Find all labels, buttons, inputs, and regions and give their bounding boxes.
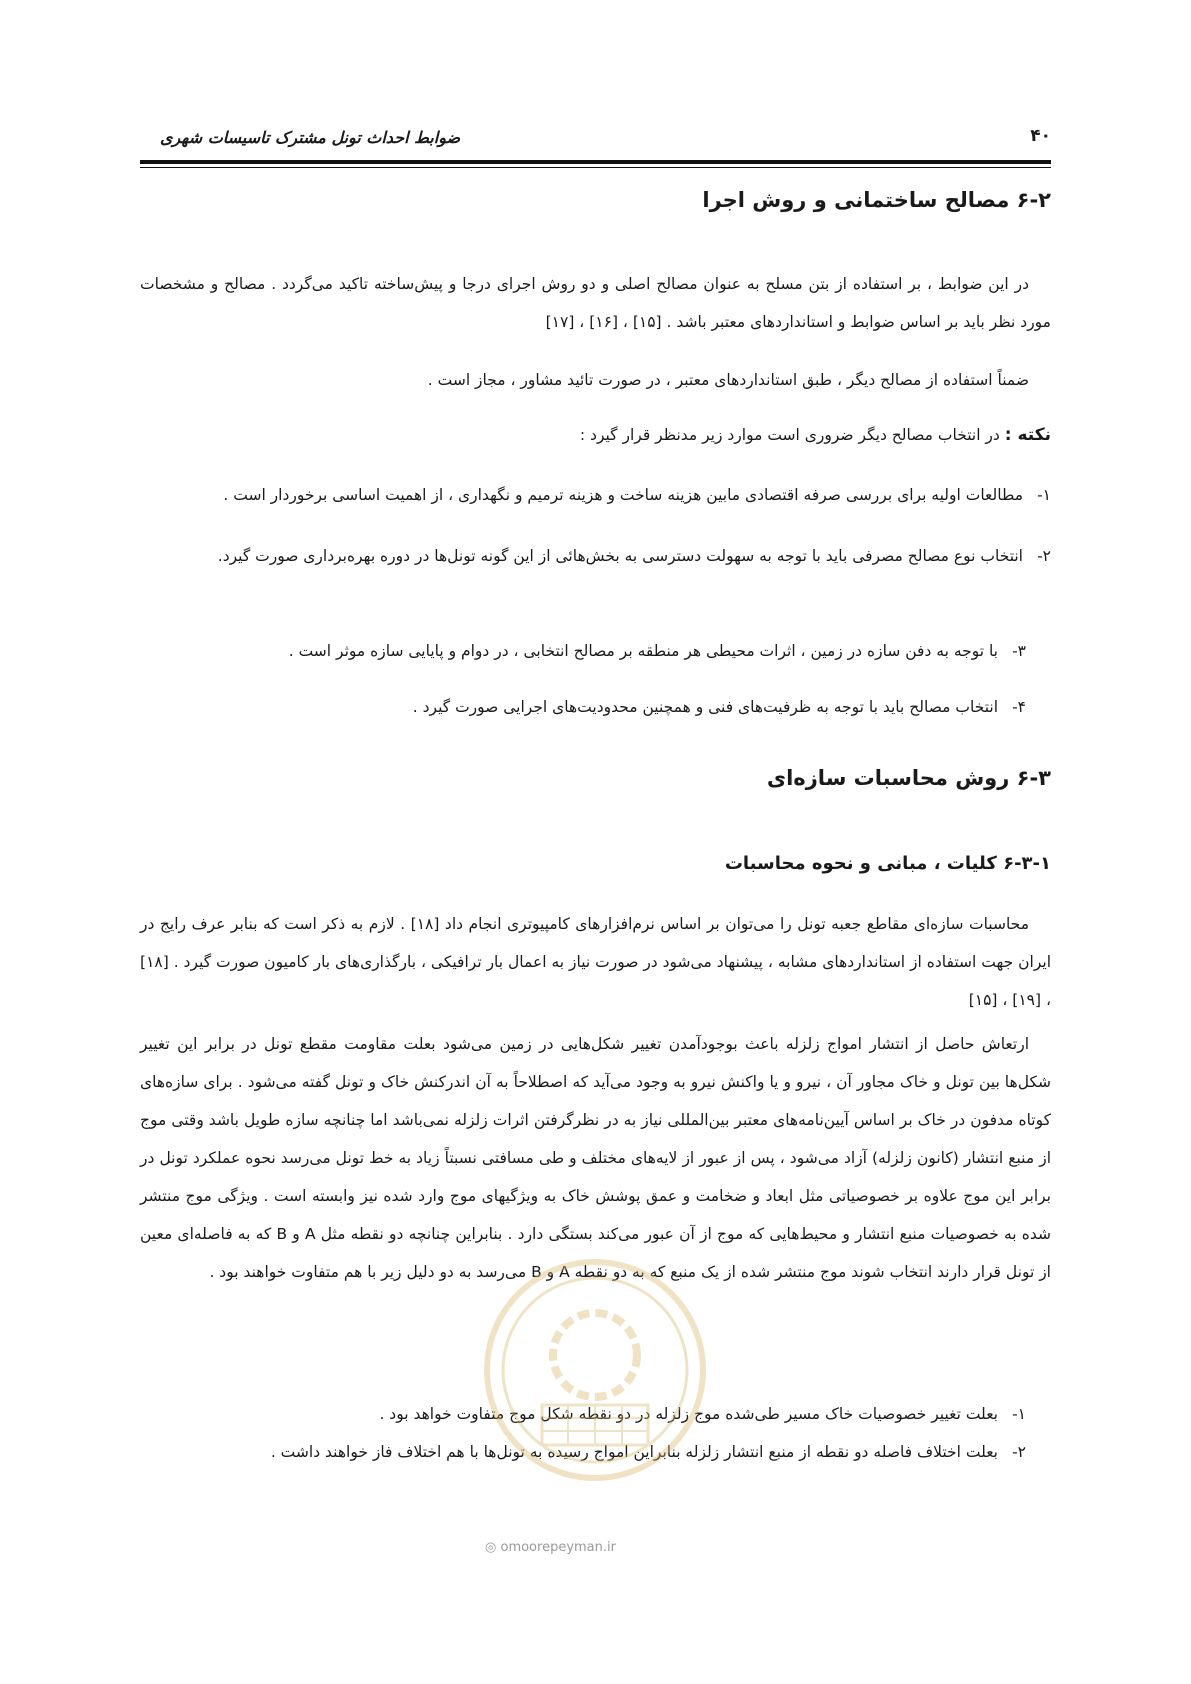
- subsection-heading-general: ۶-۳-۱ کلیات ، مبانی و نحوه محاسبات: [724, 853, 1051, 874]
- section-heading-structural: ۶-۳ روش محاسبات سازه‌ای: [766, 766, 1051, 790]
- list-item-number: ۲-: [1037, 547, 1051, 565]
- list-item-text: مطالعات اولیه برای بررسی صرفه اقتصادی مابین هزینه ساخت و هزینه ترمیم و نگهداری ، از اهمیت اساسی برخوردار است .: [223, 486, 1023, 504]
- watermark-url: ◎ omoorepeyman.ir: [485, 1540, 616, 1555]
- list-item-number: ۱-: [1037, 486, 1051, 504]
- list-item-text: بعلت تغییر خصوصیات خاک مسیر طی‌شده موج زلزله در دو نقطه شکل موج متفاوت خواهد بود .: [379, 1405, 998, 1423]
- list-item-number: ۲-: [1012, 1443, 1026, 1461]
- paragraph-seismic: ارتعاش حاصل از انتشار امواج زلزله باعث بوجودآمدن تغییر شکل‌هایی در زمین می‌شود بعلت مقاومت مقطع تونل در برابر این تغییر شکل‌ها بین تونل و خاک مجاور آن ، نیرو و یا واکنش نیرو به وجود می‌آید که اصطلاحاً به آن اندرکنش خاک و تونل گفته می‌شود . برای سازه‌های کوتاه مدفون در خاک بر اساس آیین‌نامه‌های معتبر بین‌المللی نیاز به در نظرگرفتن اثرات زلزله نمی‌باشد اما چنانچه سازه طویل باشد وقتی موج از منبع انتشار (کانون زلزله) آزاد می‌شود ، پس از عبور از لایه‌های مختلف و طی مسافتی نسبتاً زیاد به خط تونل می‌رسد نحوه عملکرد تونل در برابر این موج علاوه بر خصوصیاتی مثل ابعاد و ضخامت و عمق پوشش خاک به ویژگیهای موج وارد شده نیز وابسته است . ویژگی موج منتشر شده به خصوصیات منبع انتشار و محیط‌هایی که موج از آن عبور می‌کند بستگی دارد . بنابراین چنانچه دو نقطه مثل A و B که به فاصله‌ای معین از تونل قرار دارند انتخاب شوند موج منتشر شده از یک منبع که به دو نقطه A و B می‌رسد به دو دلیل زیر با هم متفاوت خواهند بود .: [140, 1035, 1052, 1281]
- list-item-text: انتخاب نوع مصالح مصرفی باید با توجه به سهولت دسترسی به بخش‌هائی از این گونه تونل‌ها در دوره بهره‌برداری صورت گیرد.: [217, 547, 1023, 565]
- header-rule-thick: [140, 160, 1051, 164]
- list-item-text: انتخاب مصالح باید با توجه به ظرفیت‌های فنی و همچنین محدودیت‌های اجرایی صورت گیرد .: [412, 698, 998, 716]
- list-item-number: ۴-: [1012, 698, 1026, 716]
- note-line: [580, 420, 1051, 450]
- section-heading-materials: ۶-۲ مصالح ساختمانی و روش اجرا: [702, 188, 1051, 212]
- list-item: [140, 688, 1026, 726]
- header-rule-thin: [140, 167, 1051, 168]
- list-item: [140, 476, 1051, 514]
- page-header: [140, 118, 1051, 166]
- list-item: [140, 1433, 1026, 1471]
- note-label: نکته :: [1004, 425, 1051, 445]
- list-item: [140, 537, 1051, 575]
- list-item-number: ۱-: [1012, 1405, 1026, 1423]
- list-item-text: با توجه به دفن سازه در زمین ، اثرات محیطی هر منطقه بر مصالح انتخابی ، در دوام و پایایی سازه موثر است .: [288, 642, 998, 660]
- list-item: [140, 632, 1026, 670]
- paragraph-calculations: محاسبات سازه‌ای مقاطع جعبه تونل را می‌توان بر اساس نرم‌افزارهای کامپیوتری انجام داد [۱۸] . لازم به ذکر است که بنابر عرف رایج در ایران جهت استفاده از استانداردهای مشابه ، پیشنهاد می‌شود در صورت نیاز به اعمال بار ترافیکی ، بارگذاری‌های بار کامیون صورت گیرد . [۱۸] ، [۱۹] ، [۱۵]: [140, 915, 1051, 1009]
- list-item-text: بعلت اختلاف فاصله دو نقطه از منبع انتشار زلزله بنابراین امواج رسیده به تونل‌ها با هم اختلاف فاز خواهند داشت .: [270, 1443, 998, 1461]
- list-item-number: ۳-: [1012, 642, 1026, 660]
- paragraph-materials-alternative: ضمناً استفاده از مصالح دیگر ، طبق استانداردهای معتبر ، در صورت تائید مشاور ، مجاز است .: [427, 371, 1029, 389]
- watermark-url-text: omoorepeyman.ir: [500, 1540, 616, 1555]
- paragraph-materials-intro: در این ضوابط ، بر استفاده از بتن مسلح به عنوان مصالح اصلی و دو روش اجرای درجا و پیش‌ساخته تاکید می‌گردد . مصالح و مشخصات مورد نظر باید بر اساس ضوابط و استانداردهای معتبر باشد . [۱۵] ، [۱۶] ، [۱۷]: [140, 275, 1051, 331]
- running-title: ضوابط احداث تونل مشترک تاسیسات شهری: [160, 128, 461, 147]
- page-number: ۴۰: [1030, 126, 1051, 146]
- list-item: [140, 1395, 1026, 1433]
- note-text: در انتخاب مصالح دیگر ضروری است موارد زیر مدنظر قرار گیرد :: [579, 426, 1005, 444]
